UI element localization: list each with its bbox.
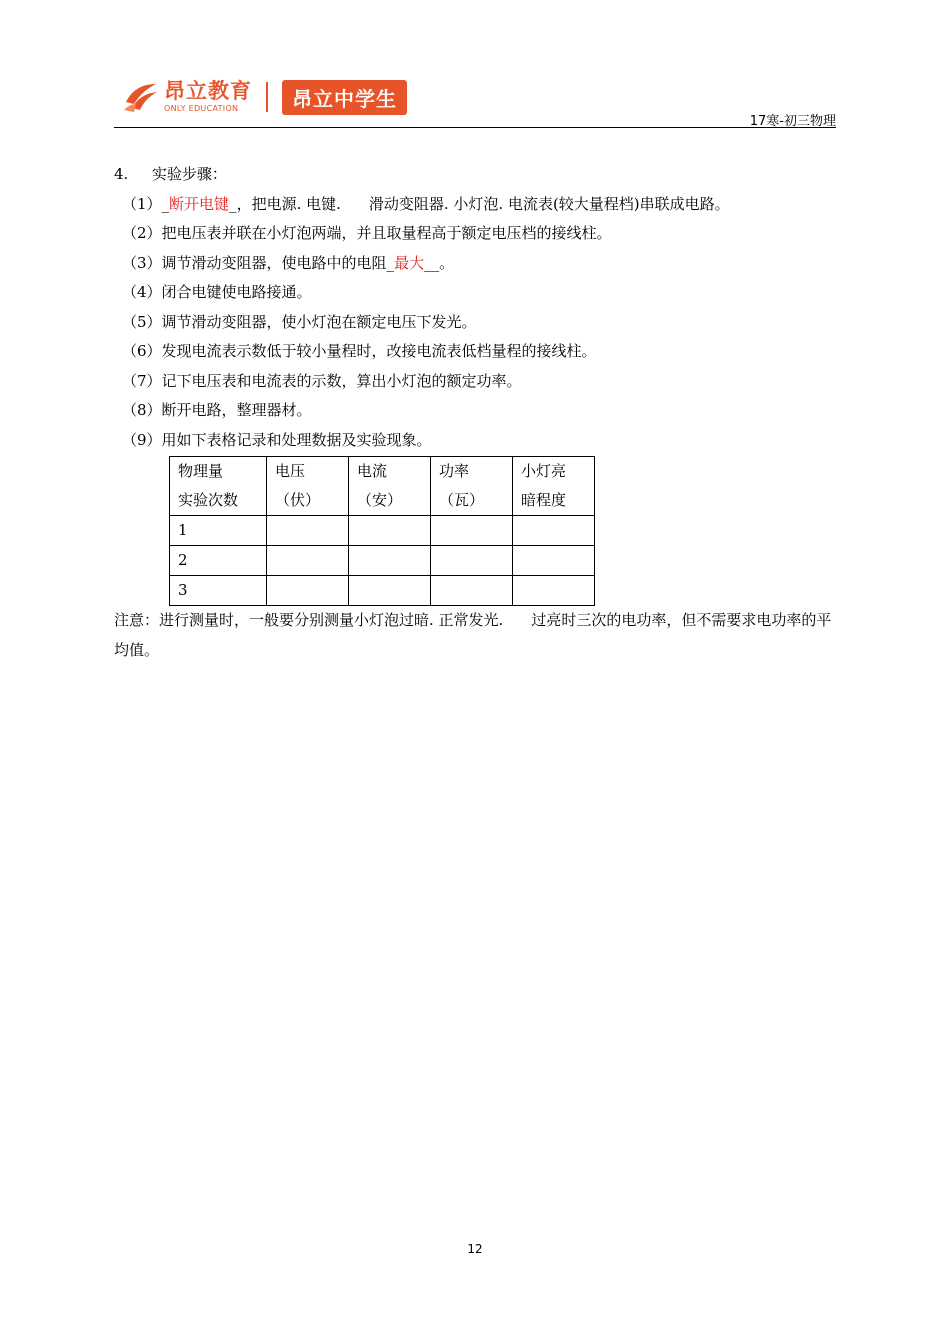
header-cell-voltage	[267, 457, 349, 516]
course-label: 17寒-初三物理	[749, 114, 836, 129]
header-line2: 实验次数	[178, 491, 239, 509]
step-4	[114, 278, 838, 308]
empty-cell	[267, 576, 349, 606]
header-cell-brightness	[513, 457, 595, 516]
step-6	[114, 337, 838, 367]
step-text: 发现电流表示数低于较小量程时，改接电流表低档量程的接线柱。	[161, 342, 597, 360]
logo-divider	[266, 82, 268, 112]
table-row	[170, 516, 595, 546]
step-number: （3）	[122, 253, 162, 272]
empty-cell	[267, 546, 349, 576]
brand-text	[164, 81, 252, 113]
table-header-row	[170, 457, 595, 516]
note-paragraph	[114, 606, 838, 665]
header-cell-current	[349, 457, 431, 516]
empty-cell	[267, 516, 349, 546]
step-text: 调节滑动变阻器，使电路中的电阻_	[161, 253, 395, 272]
step-text: 把电压表并联在小灯泡两端，并且取量程高于额定电压档的接线柱。	[161, 224, 612, 242]
step-text: 用如下表格记录和处理数据及实验现象。	[161, 430, 432, 449]
page-number: 12	[467, 1242, 483, 1256]
brand-name-cn: 昂立教育	[164, 79, 252, 103]
step-text: _，把电源. 电键.	[229, 194, 341, 213]
step-number: （5）	[122, 312, 162, 331]
step-number: （6）	[122, 342, 162, 360]
empty-cell	[431, 546, 513, 576]
step-text-cont: 滑动变阻器. 小灯泡. 电流表(较大量程档)串联成电路。	[368, 194, 730, 213]
step-text: 断开电路，整理器材。	[161, 401, 312, 419]
empty-cell	[513, 516, 595, 546]
brand-badge: 昂立中学生	[282, 80, 407, 115]
header-line2: （安）	[357, 491, 403, 509]
step-number: （4）	[122, 283, 162, 301]
step-2	[114, 219, 838, 249]
header-cell-quantity	[170, 457, 267, 516]
empty-cell	[349, 546, 431, 576]
step-5	[114, 308, 838, 338]
header-line1: 电压	[275, 462, 306, 480]
data-table	[169, 456, 595, 606]
header-line1: 物理量	[178, 462, 224, 480]
step-number: （8）	[122, 401, 162, 419]
section-heading	[114, 160, 838, 190]
step-1	[114, 190, 838, 220]
table-row	[170, 576, 595, 606]
header-rule	[114, 127, 836, 128]
answer-fill: 最大	[394, 253, 425, 272]
blank-underscore: __。	[424, 253, 455, 272]
header-line2: （瓦）	[439, 491, 485, 509]
section-number: 4.	[114, 165, 129, 183]
step-7	[114, 367, 838, 397]
header-line1: 电流	[357, 462, 388, 480]
header-line2: 暗程度	[521, 491, 567, 509]
document-body	[114, 160, 838, 665]
empty-cell	[513, 546, 595, 576]
empty-cell	[349, 576, 431, 606]
trial-number-cell: 3	[170, 576, 267, 606]
only-education-logo-icon	[122, 80, 160, 114]
step-text: 记下电压表和电流表的示数，算出小灯泡的额定功率。	[161, 371, 522, 390]
brand-name-en: ONLY EDUCATION	[164, 104, 239, 113]
step-number: （9）	[122, 430, 162, 449]
step-9	[114, 426, 838, 456]
empty-cell	[431, 516, 513, 546]
empty-cell	[431, 576, 513, 606]
step-3	[114, 249, 838, 279]
step-8	[114, 396, 838, 426]
note-text: 注意：进行测量时，一般要分别测量小灯泡过暗. 正常发光.	[114, 611, 504, 629]
answer-fill: 断开电键	[169, 194, 230, 213]
table-row	[170, 546, 595, 576]
step-number: （2）	[122, 224, 162, 242]
empty-cell	[349, 516, 431, 546]
step-text: 闭合电键使电路接通。	[161, 283, 312, 301]
note-text-cont: 过亮时三次的电功率，但不需要求电功率的平均值。	[114, 611, 832, 659]
empty-cell	[513, 576, 595, 606]
header-line1: 小灯亮	[521, 462, 567, 480]
step-text: 调节滑动变阻器，使小灯泡在额定电压下发光。	[161, 312, 477, 331]
step-number: （1）	[122, 194, 162, 213]
logo	[122, 78, 407, 116]
header-line2: （伏）	[275, 491, 321, 509]
trial-number-cell: 1	[170, 516, 267, 546]
section-title: 实验步骤：	[151, 165, 227, 183]
blank-underscore: _	[161, 194, 170, 213]
trial-number-cell: 2	[170, 546, 267, 576]
header-cell-power	[431, 457, 513, 516]
step-number: （7）	[122, 371, 162, 390]
header-line1: 功率	[439, 462, 470, 480]
